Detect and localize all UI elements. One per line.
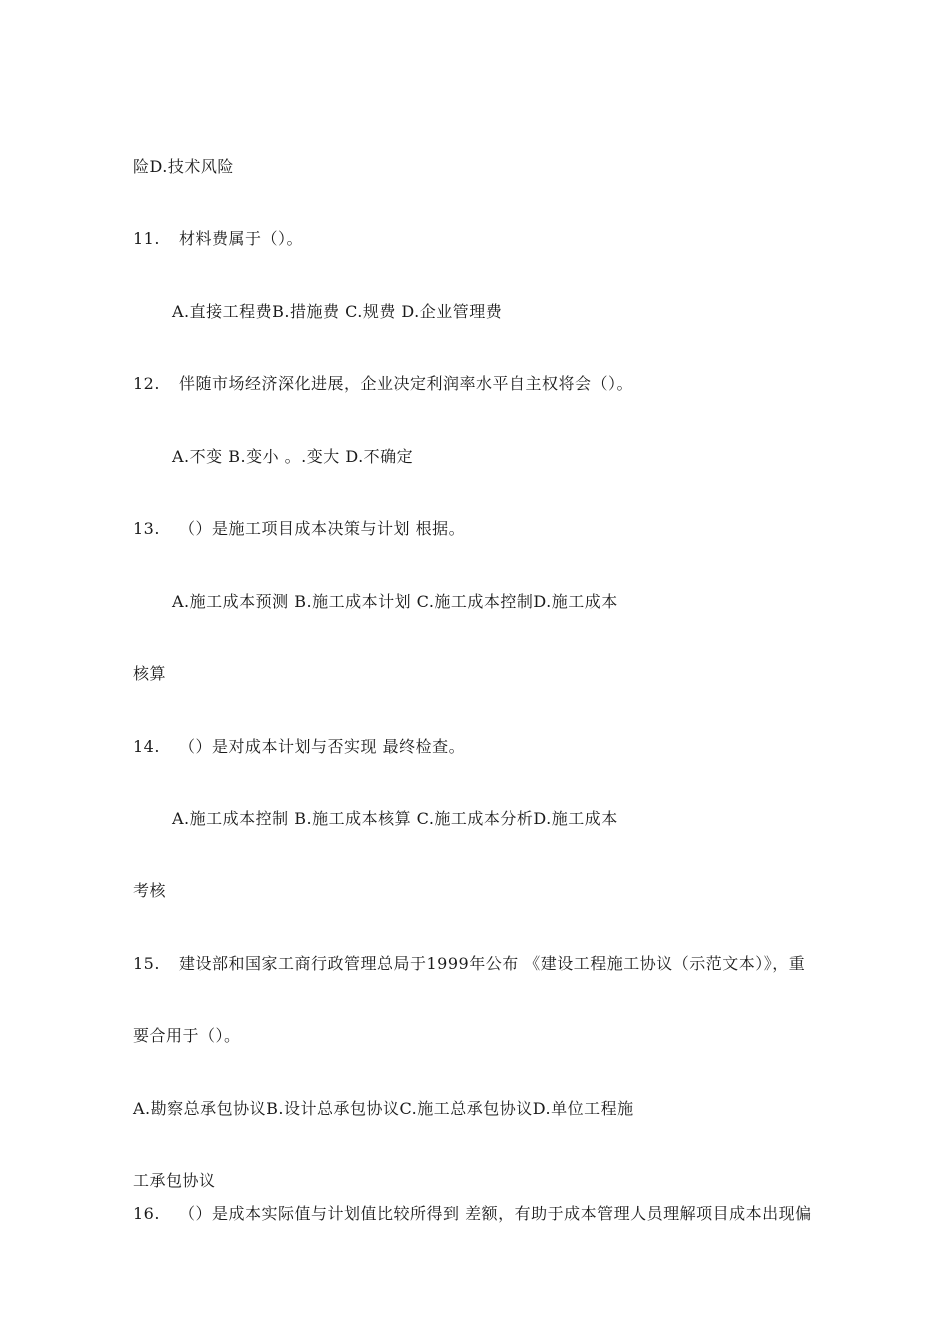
options-text: A.勘察总承包协议B.设计总承包协议C.施工总承包协议D.单位工程施 [133, 1099, 634, 1118]
question-14-options-cont [133, 881, 166, 901]
question-11-options [172, 302, 502, 322]
question-number: 14. [133, 737, 160, 756]
question-15-cont [133, 1026, 241, 1046]
question-14 [133, 737, 465, 757]
question-16 [133, 1204, 812, 1224]
question-number: 12. [133, 374, 160, 393]
question-number: 13. [133, 519, 160, 538]
options-text: 工承包协议 [133, 1171, 216, 1190]
question-12-options [172, 447, 413, 467]
options-text: A.不变 B.变小 。.变大 D.不确定 [172, 447, 414, 466]
question-number: 11. [133, 229, 160, 248]
text-line [133, 157, 234, 177]
question-12 [133, 374, 633, 394]
question-text: （）是对成本计划与否实现 最终检查。 [179, 737, 466, 756]
question-14-options [172, 809, 618, 829]
question-13 [133, 519, 465, 539]
question-text: 建设部和国家工商行政管理总局于1999年公布 《建设工程施工协议（示范文本）》，重 [179, 954, 806, 973]
line-text: 险D.技术风险 [133, 157, 234, 176]
question-text: 伴随市场经济深化进展，企业决定利润率水平自主权将会（）。 [179, 374, 634, 393]
options-text: 考核 [133, 881, 167, 900]
question-13-options [172, 592, 618, 612]
question-11 [133, 229, 303, 249]
question-text: （）是成本实际值与计划值比较所得到 差额，有助于成本管理人员理解项目成本出现偏 [179, 1204, 812, 1223]
question-text: 要合用于（）。 [133, 1026, 241, 1045]
question-text: （）是施工项目成本决策与计划 根据。 [179, 519, 466, 538]
question-number: 15. [133, 954, 160, 973]
options-text: 核算 [133, 664, 167, 683]
question-13-options-cont [133, 664, 166, 684]
question-15 [133, 954, 805, 974]
options-text: A.施工成本控制 B.施工成本核算 C.施工成本分析D.施工成本 [172, 809, 618, 828]
question-15-options-cont [133, 1171, 216, 1191]
options-text: A.直接工程费B.措施费 C.规费 D.企业管理费 [172, 302, 503, 321]
question-15-options [133, 1099, 634, 1119]
question-number: 16. [133, 1204, 160, 1223]
question-text: 材料费属于（）。 [179, 229, 304, 248]
options-text: A.施工成本预测 B.施工成本计划 C.施工成本控制D.施工成本 [172, 592, 618, 611]
